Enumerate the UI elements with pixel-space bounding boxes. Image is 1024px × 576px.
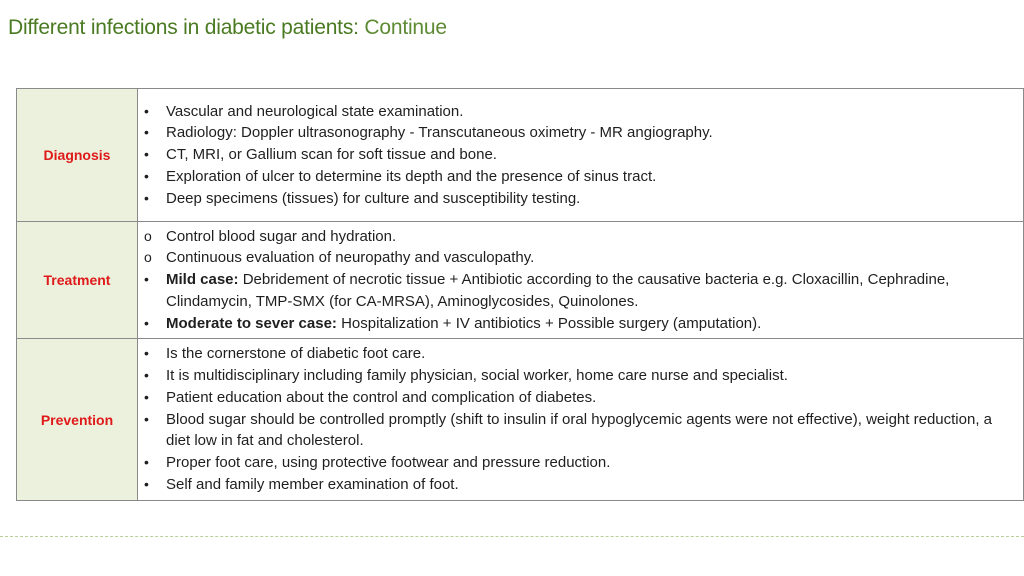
- row-content-treatment: [138, 222, 1024, 339]
- bullet-icon: •: [144, 367, 149, 383]
- item-emphasis: Moderate to sever case:: [166, 314, 337, 332]
- list-item: [142, 101, 1015, 123]
- item-text: Blood sugar should be controlled promptly (shift to insulin if oral hypoglycemic agents were not effective), weight reduction, a diet low in fat and cholesterol.: [166, 410, 992, 450]
- list-item: [142, 188, 1015, 210]
- bullet-icon: •: [144, 102, 149, 119]
- item-text: Deep specimens (tissues) for culture and susceptibility testing.: [166, 189, 581, 207]
- list-item: [142, 247, 1015, 269]
- item-text: Self and family member examination of foot.: [166, 475, 459, 493]
- infection-info-table: [16, 88, 1024, 501]
- list-item: [142, 313, 1015, 335]
- bullet-icon: •: [144, 475, 149, 492]
- item-text: Exploration of ulcer to determine its depth and the presence of sinus tract.: [166, 167, 657, 185]
- item-text: Control blood sugar and hydration.: [166, 227, 397, 245]
- item-text: It is multidisciplinary including family physician, social worker, home care nurse and specialist.: [166, 367, 788, 384]
- circle-bullet-icon: o: [144, 227, 152, 244]
- list-item: [142, 409, 1015, 453]
- list-item: [142, 343, 1015, 365]
- footer-divider: [0, 536, 1024, 537]
- item-text: Proper foot care, using protective footwear and pressure reduction.: [166, 454, 611, 472]
- slide-title: [8, 16, 447, 40]
- row-label-treatment: Treatment: [17, 222, 138, 339]
- bullet-icon: •: [144, 124, 149, 141]
- bullet-icon: •: [144, 388, 149, 405]
- row-content-prevention: [138, 339, 1024, 501]
- item-text: Patient education about the control and complication of diabetes.: [166, 388, 597, 406]
- table-row-prevention: [17, 339, 1024, 501]
- slide-title-main: Different infections in diabetic patients:: [8, 16, 359, 39]
- row-label-diagnosis: Diagnosis: [17, 89, 138, 222]
- prevention-list: [142, 343, 1015, 496]
- bullet-icon: •: [144, 271, 149, 288]
- list-item: [142, 452, 1015, 474]
- list-item: [142, 226, 1015, 248]
- item-text: CT, MRI, or Gallium scan for soft tissue and bone.: [166, 146, 497, 164]
- item-text: Radiology: Doppler ultrasonography - Transcutaneous oximetry - MR angiography.: [166, 124, 713, 142]
- circle-bullet-icon: o: [144, 249, 152, 266]
- item-text: Vascular and neurological state examination.: [166, 102, 464, 120]
- item-text: Continuous evaluation of neuropathy and vasculopathy.: [166, 249, 535, 267]
- bullet-icon: •: [144, 167, 149, 184]
- list-item: [142, 387, 1015, 409]
- item-emphasis: Mild case:: [166, 271, 239, 289]
- list-item: [142, 269, 1015, 313]
- bullet-icon: •: [144, 314, 149, 331]
- table-row-diagnosis: [17, 89, 1024, 222]
- list-item: [142, 122, 1015, 144]
- bullet-icon: •: [144, 189, 149, 206]
- item-text: Hospitalization + IV antibiotics + Possible surgery (amputation).: [336, 314, 762, 332]
- list-item: [142, 144, 1015, 166]
- bullet-icon: •: [144, 454, 149, 471]
- diagnosis-list: [142, 101, 1015, 210]
- treatment-list: [142, 226, 1015, 335]
- list-item: [142, 166, 1015, 188]
- bullet-icon: •: [144, 345, 149, 362]
- bullet-icon: •: [144, 146, 149, 163]
- list-item: [142, 474, 1015, 496]
- list-item: [142, 365, 1015, 387]
- table-row-treatment: [17, 222, 1024, 339]
- item-text: Debridement of necrotic tissue + Antibiotic according to the causative bacteria e.g. Cloxacillin, Cephradine, Clindamycin, TMP-SMX (for CA-MRSA), Aminoglycosides, Quinolones.: [166, 271, 950, 310]
- bullet-icon: •: [144, 410, 149, 427]
- row-content-diagnosis: [138, 89, 1024, 222]
- item-text: Is the cornerstone of diabetic foot care.: [166, 345, 426, 363]
- row-label-prevention: Prevention: [17, 339, 138, 501]
- slide-title-subtitle: Continue: [358, 16, 447, 39]
